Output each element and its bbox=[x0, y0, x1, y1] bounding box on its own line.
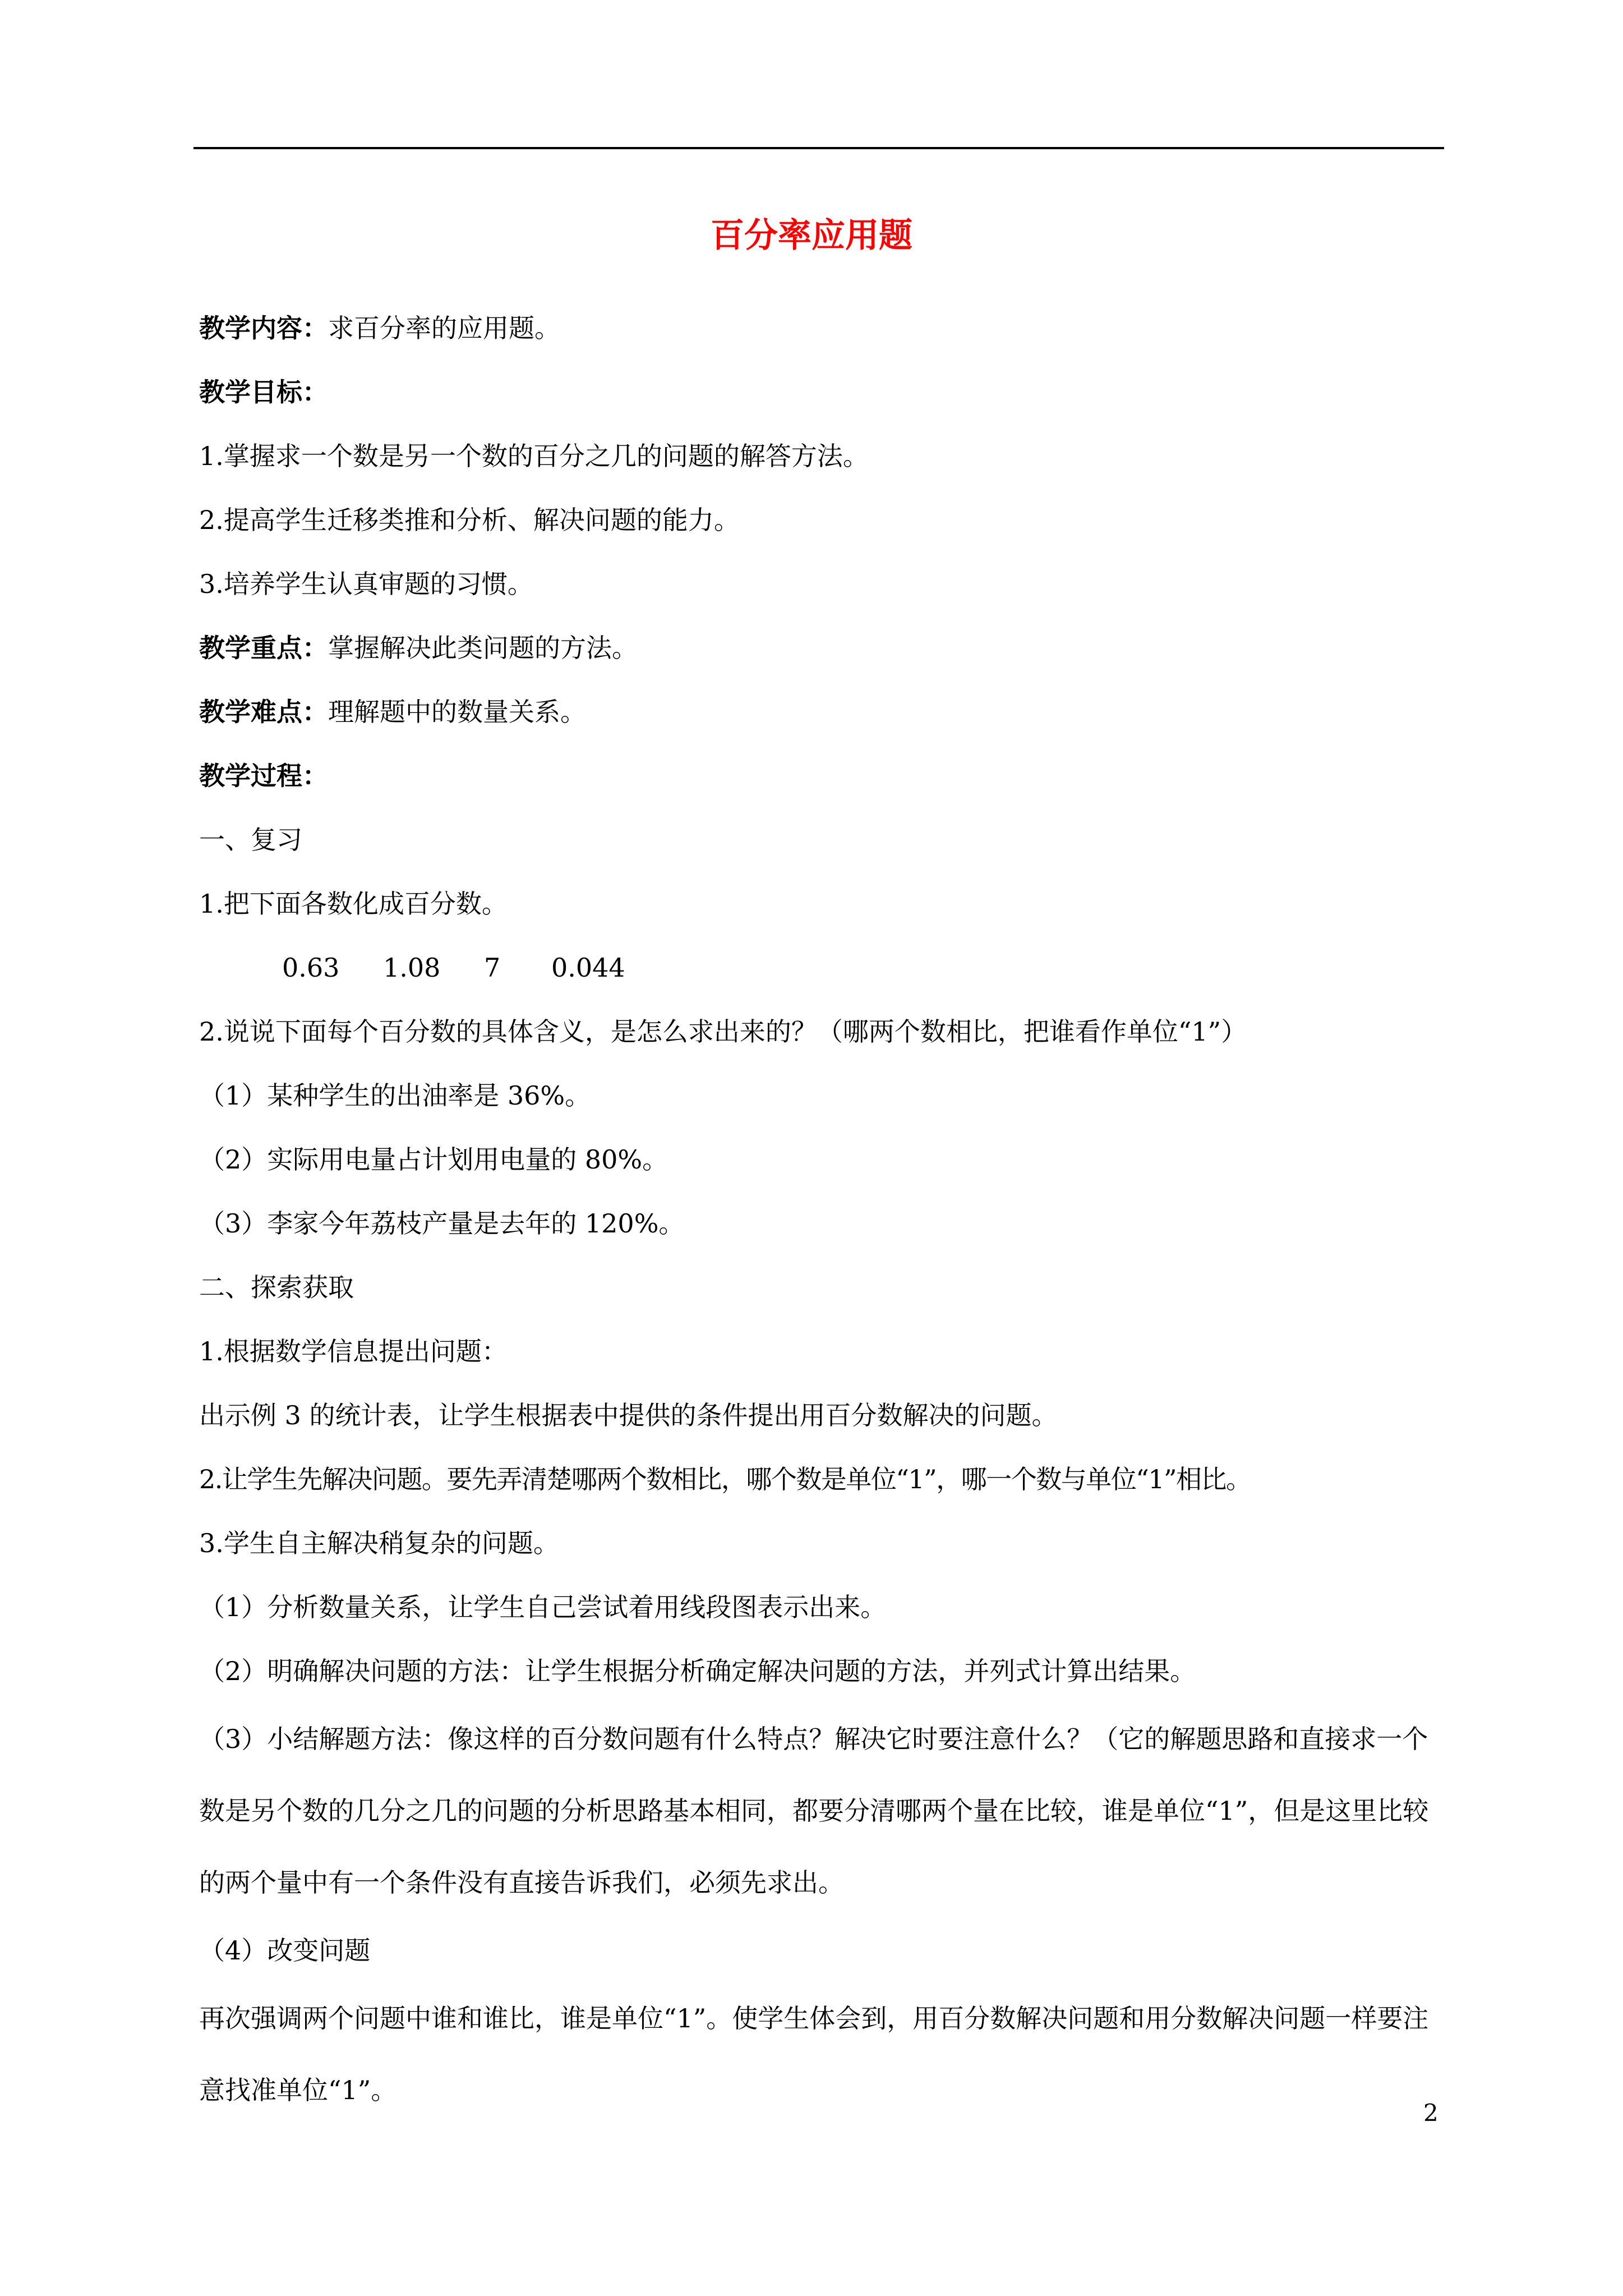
review-sub-item: （3）李家今年荔枝产量是去年的 120%。 bbox=[199, 1208, 685, 1239]
explore-sub-3: （3）小结解题方法：像这样的百分数问题有什么特点？解决它时要注意什么？（它的解题思路和直接求一个数是另个数的几分之几的问题的分析思路基本相同，都要分清哪两个量在比较，谁是单位“1”，但是这里比较的两个量中有一个条件没有直接告诉我们，必须先求出。 bbox=[199, 1724, 1429, 1898]
page-number: 2 bbox=[1423, 2099, 1438, 2127]
teaching-difficulty-label: 教学难点： bbox=[199, 697, 328, 727]
number-value: 7 bbox=[484, 953, 501, 983]
number-value: 0.63 bbox=[282, 953, 340, 983]
explore-item-2: 2.让学生先解决问题。要先弄清楚哪两个数相比，哪个数是单位“1”，哪一个数与单位“1”相比。 bbox=[199, 1464, 1251, 1494]
explore-item-3: 3.学生自主解决稍复杂的问题。 bbox=[199, 1528, 559, 1558]
explore-item-1: 1.根据数学信息提出问题： bbox=[199, 1336, 508, 1366]
review-item-2: 2.说说下面每个百分数的具体含义，是怎么求出来的？（哪两个数相比，把谁看作单位“1”） bbox=[199, 1016, 1247, 1047]
explore-item-1-text: 出示例 3 的统计表，让学生根据表中提供的条件提出用百分数解决的问题。 bbox=[199, 1400, 1058, 1430]
explore-sub-1: （1）分析数量关系，让学生自己尝试着用线段图表示出来。 bbox=[199, 1592, 887, 1622]
header-rule bbox=[193, 147, 1444, 149]
goal-item: 1.掌握求一个数是另一个数的百分之几的问题的解答方法。 bbox=[199, 441, 869, 471]
teaching-content bbox=[199, 296, 1447, 360]
teaching-content-label: 教学内容： bbox=[199, 313, 328, 343]
explore-sub-2: （2）明确解决问题的方法：让学生根据分析确定解决问题的方法，并列式计算出结果。 bbox=[199, 1656, 1196, 1686]
explore-heading: 二、探索获取 bbox=[199, 1272, 354, 1303]
teaching-content-text: 求百分率的应用题。 bbox=[328, 313, 560, 343]
review-item-1: 1.把下面各数化成百分数。 bbox=[199, 889, 508, 919]
teaching-key-text: 掌握解决此类问题的方法。 bbox=[328, 633, 638, 663]
teaching-key-point bbox=[199, 616, 1447, 680]
explore-sub-4: （4）改变问题 bbox=[199, 1935, 371, 1966]
goal-item: 3.培养学生认真审题的习惯。 bbox=[199, 569, 533, 599]
teaching-key-label: 教学重点： bbox=[199, 633, 328, 663]
number-value: 0.044 bbox=[551, 953, 625, 983]
teaching-goals-label: 教学目标： bbox=[199, 377, 328, 407]
teaching-difficulty-text: 理解题中的数量关系。 bbox=[328, 697, 586, 727]
page-title: 百分率应用题 bbox=[711, 216, 912, 255]
review-sub-item: （2）实际用电量占计划用电量的 80%。 bbox=[199, 1144, 668, 1175]
teaching-difficulty bbox=[199, 680, 1447, 744]
number-value: 1.08 bbox=[383, 953, 441, 983]
explore-sub-4-text: 再次强调两个问题中谁和谁比，谁是单位“1”。使学生体会到，用百分数解决问题和用分数解决问题一样要注意找准单位“1”。 bbox=[199, 2003, 1429, 2105]
document-body bbox=[199, 296, 1447, 2126]
review-sub-item: （1）某种学生的出油率是 36%。 bbox=[199, 1080, 591, 1111]
goal-item: 2.提高学生迁移类推和分析、解决问题的能力。 bbox=[199, 505, 740, 535]
review-heading: 一、复习 bbox=[199, 825, 302, 855]
review-numbers bbox=[199, 936, 1447, 1000]
teaching-process-label: 教学过程： bbox=[199, 761, 328, 791]
